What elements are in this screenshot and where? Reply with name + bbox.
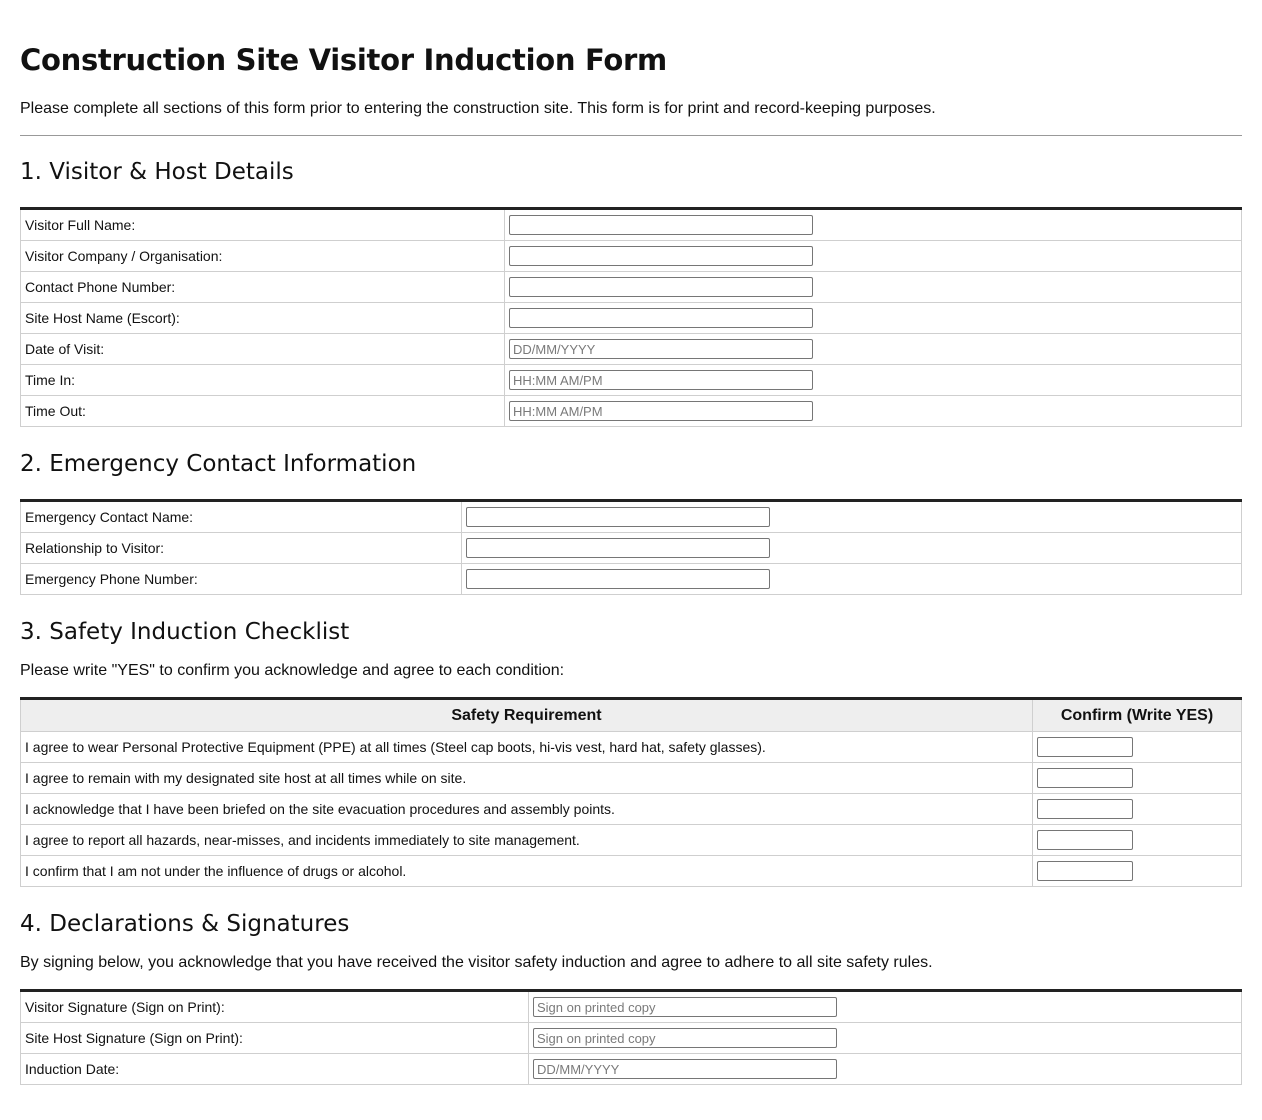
- emergency-contact-name-input[interactable]: [466, 507, 770, 527]
- contact-phone-input[interactable]: [509, 277, 813, 297]
- table-row: [21, 991, 1242, 1023]
- field-label: Emergency Contact Name:: [21, 501, 462, 533]
- table-row: [21, 241, 1242, 272]
- section-heading-visitor-host: 1. Visitor & Host Details: [20, 159, 294, 185]
- host-signature-input[interactable]: [533, 1028, 837, 1048]
- field-label: Visitor Company / Organisation:: [21, 241, 505, 272]
- table-row: [21, 501, 1242, 533]
- confirm-ppe-input[interactable]: [1037, 737, 1133, 757]
- field-label: Induction Date:: [21, 1054, 529, 1085]
- requirement-text: I acknowledge that I have been briefed on the site evacuation procedures and assembly points.: [21, 794, 1033, 825]
- field-label: Time Out:: [21, 396, 505, 427]
- field-label: Time In:: [21, 365, 505, 396]
- field-label: Date of Visit:: [21, 334, 505, 365]
- table-row: [21, 856, 1242, 887]
- visitor-full-name-input[interactable]: [509, 215, 813, 235]
- field-label: Visitor Full Name:: [21, 209, 505, 241]
- safety-checklist-table: [20, 697, 1242, 887]
- table-row: [21, 365, 1242, 396]
- table-row: [21, 533, 1242, 564]
- table-row: [21, 794, 1242, 825]
- table-row: [21, 1023, 1242, 1054]
- confirm-hazards-input[interactable]: [1037, 830, 1133, 850]
- section-heading-safety-checklist: 3. Safety Induction Checklist: [20, 619, 350, 645]
- field-label: Relationship to Visitor:: [21, 533, 462, 564]
- time-out-input[interactable]: [509, 401, 813, 421]
- visitor-signature-input[interactable]: [533, 997, 837, 1017]
- table-header-row: [21, 699, 1242, 732]
- date-of-visit-input[interactable]: [509, 339, 813, 359]
- table-row: [21, 763, 1242, 794]
- visitor-company-input[interactable]: [509, 246, 813, 266]
- requirement-text: I agree to report all hazards, near-misses, and incidents immediately to site management.: [21, 825, 1033, 856]
- section-heading-emergency-contact: 2. Emergency Contact Information: [20, 451, 417, 477]
- confirm-sobriety-input[interactable]: [1037, 861, 1133, 881]
- field-label: Visitor Signature (Sign on Print):: [21, 991, 529, 1023]
- confirm-evacuation-input[interactable]: [1037, 799, 1133, 819]
- emergency-phone-input[interactable]: [466, 569, 770, 589]
- table-row: [21, 1054, 1242, 1085]
- requirement-text: I agree to wear Personal Protective Equipment (PPE) at all times (Steel cap boots, hi-vis vest, hard hat, safety glasses).: [21, 732, 1033, 763]
- field-label: Site Host Name (Escort):: [21, 303, 505, 334]
- column-header-confirm: Confirm (Write YES): [1033, 699, 1242, 732]
- page-title: Construction Site Visitor Induction Form: [20, 43, 667, 77]
- field-label: Site Host Signature (Sign on Print):: [21, 1023, 529, 1054]
- requirement-text: I confirm that I am not under the influence of drugs or alcohol.: [21, 856, 1033, 887]
- table-row: [21, 334, 1242, 365]
- confirm-host-input[interactable]: [1037, 768, 1133, 788]
- time-in-input[interactable]: [509, 370, 813, 390]
- requirement-text: I agree to remain with my designated site host at all times while on site.: [21, 763, 1033, 794]
- table-row: [21, 564, 1242, 595]
- signatures-table: [20, 989, 1242, 1085]
- table-row: [21, 272, 1242, 303]
- table-row: [21, 825, 1242, 856]
- table-row: [21, 209, 1242, 241]
- column-header-requirement: Safety Requirement: [21, 699, 1033, 732]
- field-label: Contact Phone Number:: [21, 272, 505, 303]
- table-row: [21, 732, 1242, 763]
- table-row: [21, 396, 1242, 427]
- visitor-host-table: [20, 207, 1242, 427]
- declaration-text: By signing below, you acknowledge that you have received the visitor safety induction and agree to adhere to all site safety rules.: [20, 954, 933, 971]
- checklist-instructions: Please write "YES" to confirm you acknowledge and agree to each condition:: [20, 662, 565, 679]
- relationship-input[interactable]: [466, 538, 770, 558]
- induction-date-input[interactable]: [533, 1059, 837, 1079]
- intro-text: Please complete all sections of this form prior to entering the construction site. This form is for print and record-keeping purposes.: [20, 100, 936, 117]
- emergency-contact-table: [20, 499, 1242, 595]
- field-label: Emergency Phone Number:: [21, 564, 462, 595]
- section-heading-declarations: 4. Declarations & Signatures: [20, 911, 350, 937]
- table-row: [21, 303, 1242, 334]
- site-host-name-input[interactable]: [509, 308, 813, 328]
